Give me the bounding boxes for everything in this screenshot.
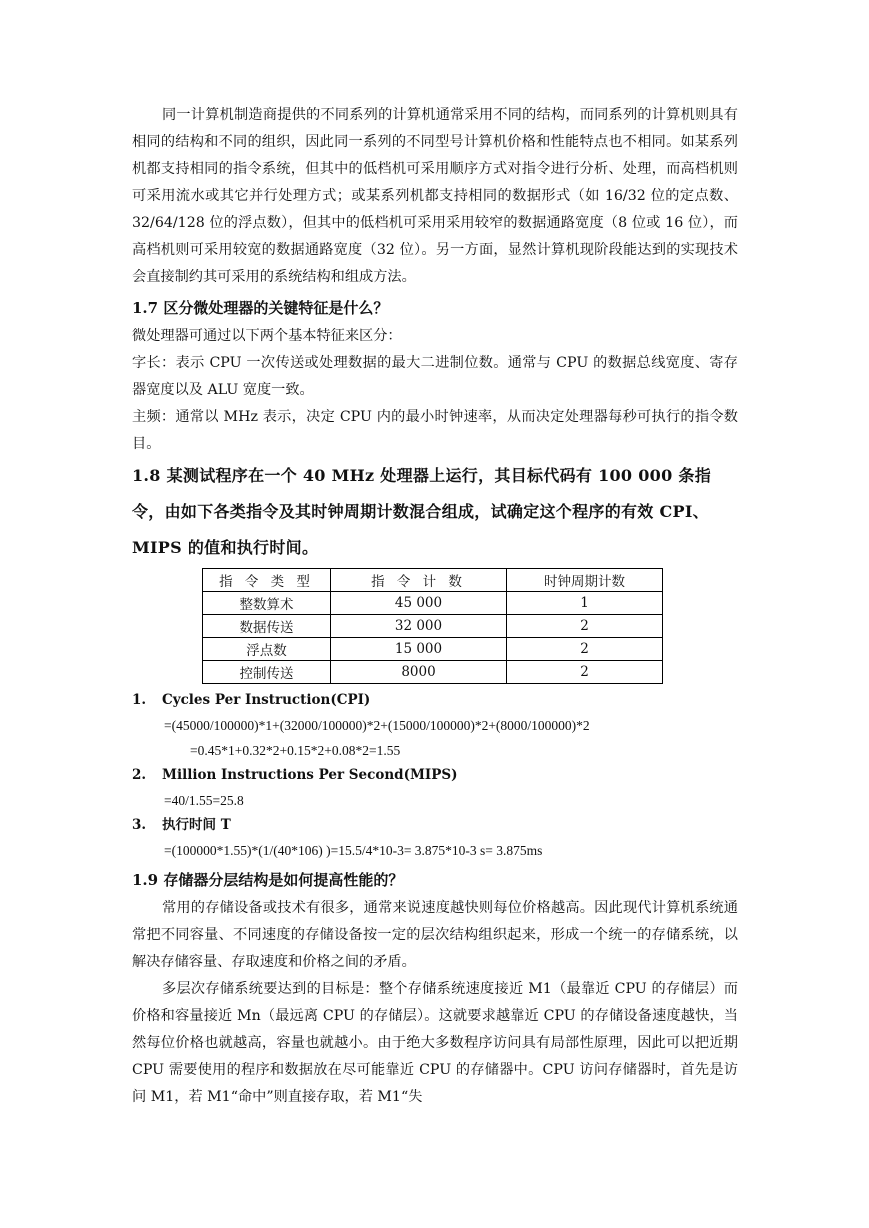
table-header-row bbox=[203, 569, 663, 592]
section-1-9-p1: 常用的存储设备或技术有很多，通常来说速度越快则每位价格越高。因此现代计算机系统通常把不同容量、不同速度的存储设备按一定的层次结构组织起来，形成一个统一的存储系统，以解决存储容量、存取速度和价格之间的矛盾。 bbox=[132, 900, 738, 970]
item-label: 执行时间 T bbox=[162, 817, 231, 833]
table-row bbox=[203, 638, 663, 661]
section-1-9-heading: 1.9 存储器分层结构是如何提高性能的？ bbox=[132, 871, 404, 889]
table-cell: 2 bbox=[507, 638, 663, 661]
cpi-formula-line-1: =(45000/100000)*1+(32000/100000)*2+(15000/100000)*2+(8000/100000)*2 bbox=[164, 718, 590, 733]
section-1-9-p2: 多层次存储系统要达到的目标是：整个存储系统速度接近 M1（最靠近 CPU 的存储层）而价格和容量接近 Mn（最远离 CPU 的存储层）。这就要求越靠近 CPU 的存储设备速度越快，当然每位价格也就越高，容量也就越小。由于绝大多数程序访问具有局部性原理，因此可以把近期 CPU 需要使用的程序和数据放在尽可能靠近 CPU 的存储器中。CPU 访问存储器时，首先是访问 M1，若 M1“命中”则直接存取，若 M1“失 bbox=[132, 981, 738, 1105]
table-header-cell: 指 令 类 型 bbox=[203, 569, 331, 592]
intro-paragraph: 同一计算机制造商提供的不同系列的计算机通常采用不同的结构，而同系列的计算机则具有相同的结构和不同的组织，因此同一系列的不同型号计算机价格和性能特点也不相同。如某系列机都支持相同的指令系统，但其中的低档机可采用顺序方式对指令进行分析、处理，而高档机则可采用流水或其它并行处理方式；或某系列机都支持相同的数据形式（如 16/32 位的定点数、32/64/128 位的浮点数），但其中的低档机可采用采用较窄的数据通路宽度（8 位或 16 位），而高档机则可采用较宽的数据通路宽度（32 位）。另一方面，显然计算机现阶段能达到的实现技术会直接制约其可采用的系统结构和组成方法。 bbox=[132, 107, 738, 285]
item-number: 3. bbox=[132, 817, 147, 833]
item-number: 2. bbox=[132, 767, 147, 783]
table-row bbox=[203, 615, 663, 638]
mips-formula-line: =40/1.55=25.8 bbox=[164, 793, 244, 808]
table-cell: 控制传送 bbox=[203, 661, 331, 684]
table-row bbox=[203, 592, 663, 615]
exec-time-formula-line: =(100000*1.55)*(1/(40*106) )=15.5/4*10-3= 3.875*10-3 s= 3.875ms bbox=[164, 843, 543, 858]
item-label: Million Instructions Per Second(MIPS) bbox=[162, 767, 458, 783]
document-page bbox=[132, 102, 738, 1111]
table-row bbox=[203, 661, 663, 684]
table-header-cell: 指 令 计 数 bbox=[331, 569, 507, 592]
section-1-8-heading: 1.8 某测试程序在一个 40 MHz 处理器上运行，其目标代码有 100 000 条指令，由如下各类指令及其时钟周期计数混合组成，试确定这个程序的有效 CPI、MIPS 的值和执行时间。 bbox=[132, 466, 712, 557]
instruction-mix-table bbox=[202, 568, 663, 684]
table-cell: 浮点数 bbox=[203, 638, 331, 661]
mips-item bbox=[132, 763, 738, 788]
table-cell: 数据传送 bbox=[203, 615, 331, 638]
cpi-formula-line-2: =0.45*1+0.32*2+0.15*2+0.08*2=1.55 bbox=[190, 743, 401, 758]
table-cell: 32 000 bbox=[331, 615, 507, 638]
table-cell: 2 bbox=[507, 661, 663, 684]
section-1-7-p1: 微处理器可通过以下两个基本特征来区分： bbox=[132, 328, 402, 344]
table-cell: 8000 bbox=[331, 661, 507, 684]
table-cell: 2 bbox=[507, 615, 663, 638]
table-cell: 45 000 bbox=[331, 592, 507, 615]
table-cell: 1 bbox=[507, 592, 663, 615]
section-1-7-p2: 字长：表示 CPU 一次传送或处理数据的最大二进制位数。通常与 CPU 的数据总线宽度、寄存器宽度以及 ALU 宽度一致。 bbox=[132, 355, 738, 398]
table-cell: 15 000 bbox=[331, 638, 507, 661]
section-1-7-p3: 主频：通常以 MHz 表示，决定 CPU 内的最小时钟速率，从而决定处理器每秒可执行的指令数目。 bbox=[132, 409, 738, 452]
section-1-7-heading: 1.7 区分微处理器的关键特征是什么？ bbox=[132, 299, 389, 317]
exec-time-item bbox=[132, 813, 738, 838]
table-cell: 整数算术 bbox=[203, 592, 331, 615]
cpi-item bbox=[132, 688, 738, 713]
item-label: Cycles Per Instruction(CPI) bbox=[162, 692, 371, 708]
item-number: 1. bbox=[132, 692, 147, 708]
table-header-cell: 时钟周期计数 bbox=[507, 569, 663, 592]
